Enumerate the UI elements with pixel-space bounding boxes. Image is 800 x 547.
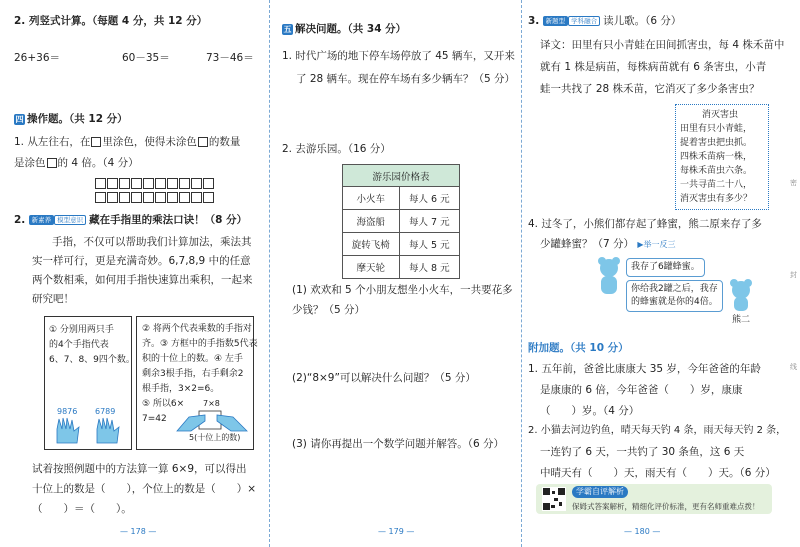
speech-bubble: 你给我2罐之后，我存 的蜂蜜就是你的4倍。 [626, 280, 723, 312]
square-icon [91, 137, 101, 147]
q3-para: 蛙一共找了 28 株禾苗，它消灭了多少条害虫？ [540, 83, 760, 95]
extra2-text: 2. 小猫去河边钓鱼，晴天每天钓 4 条，雨天每天钓 2 条， [528, 425, 787, 436]
seal-line-char: 密 [790, 179, 797, 187]
seal-line-char: 线 [790, 363, 797, 371]
page-179 [270, 0, 522, 547]
q3-para: 译文：田里有只小青蛙在田间抓害虫，每 4 株禾苗中 [540, 39, 785, 51]
extra1-text: （ ）岁。（4 分） [540, 405, 640, 417]
op2-heading: 2. 新素养 模型意识 藏在手指里的乘法口诀！（8 分） [14, 214, 248, 226]
square-icon [198, 137, 208, 147]
q2-1-text: 少钱？（5 分） [292, 304, 366, 316]
qr-code-icon [542, 487, 566, 511]
calc-item: 26+36＝ [14, 52, 61, 64]
bear-icon [728, 278, 754, 312]
q2-title: 2. 去游乐园。（16 分） [282, 143, 391, 155]
bear-name: 熊二 [732, 315, 751, 325]
section-heading [14, 112, 128, 126]
table-row: 旋转飞椅 每人 5 元 [343, 233, 460, 256]
table-caption: 游乐园价格表 [343, 165, 460, 187]
step1-box: ① 分别用两只手 的4个手指代表 6、7、8、9四个数。 9876 6789 [44, 316, 132, 450]
hands-icon [53, 417, 127, 445]
seal-line-char: 封 [790, 271, 797, 279]
op2-para: 研究吧！ [32, 293, 74, 305]
extra1-text: 是康康的 6 倍，今年爸爸（ ）岁，康康 [540, 384, 743, 396]
try-para: 十位上的数是（ ），个位上的数是（ ）× [32, 483, 257, 495]
q1-text: 了 28 辆车。现在停车场有多少辆车？（5 分） [296, 73, 516, 85]
learn-more-link[interactable]: ▶举一反三 [637, 240, 676, 249]
cross-subject-tag: 学科融合 [568, 16, 600, 26]
promo-banner[interactable] [536, 484, 772, 514]
q3-heading: 3. 新题型 学科融合 读儿歌。（6 分） [528, 15, 682, 27]
page-180 [522, 0, 800, 547]
table-row: 海盗船 每人 7 元 [343, 210, 460, 233]
extra2-text: 一连钓了 6 天，一共钓了 30 条鱼，这 6 天 [540, 446, 745, 458]
section-number-badge: 四 [15, 114, 24, 124]
promo-title: 学霸自评解析 [572, 486, 628, 498]
new-literacy-tag: 新素养 [29, 215, 55, 225]
q2-2-text: (2)“8×9”可以解决什么问题？（5 分） [292, 372, 476, 384]
q2-1-text: (1) 欢欢和 5 个小朋友想坐小火车，一共要花多 [292, 284, 513, 296]
try-para: 试着按照例题中的方法算一算 6×9，可以得出 [32, 463, 247, 475]
page-number: — 180 — [624, 527, 661, 536]
tens-digit-label: 5(十位上的数) [189, 433, 241, 442]
price-table [342, 164, 460, 279]
q3-para: 就有 1 株是病苗，每株病苗就有 6 条害虫，小青 [540, 61, 767, 73]
model-tag: 模型意识 [54, 215, 86, 225]
section-title: 操作题。（共 12 分） [27, 113, 128, 125]
calc-item: 73－46＝ [206, 52, 254, 64]
op1-line2: 是涂色 的 4 倍。（4 分） [14, 157, 139, 169]
step2-box: ② 将两个代表乘数的手指对 齐。③ 方框中的手指数5代表 积的十位上的数。④ 左手 剩余3根手指，右手剩余2 根手指，3×2=6。 ⑤ 所以6× 7=42 7×8 5(十位上的数) [136, 316, 254, 450]
page-178 [0, 0, 270, 547]
calc-question-title: 2. 列竖式计算。（每题 4 分，共 12 分） [14, 15, 208, 27]
section-number-badge: 五 [283, 24, 292, 34]
promo-text: 保姆式答案解析，精细化评价标准，更有名师重难点拨！ [572, 502, 760, 511]
section-heading: 五 解决问题。（共 34 分） [283, 23, 407, 35]
extra2-text: 中晴天有（ ）天，雨天有（ ）天。（6 分） [540, 467, 776, 479]
op2-para: 手指，不仅可以帮助我们计算加法，乘法其 [52, 236, 252, 248]
op1-line1: 1. 从左往右，在 里涂色，使得未涂色 的数量 [14, 136, 241, 148]
coloring-squares-row1[interactable] [95, 178, 215, 190]
op2-para: 实一样可行，更是充满奇妙。6,7,8,9 中的任意 [32, 255, 251, 267]
op2-para: 两个数相乘，如何用手指快速算出乘积，一起来 [32, 274, 253, 286]
coloring-squares-row2[interactable] [95, 192, 215, 204]
times-label: 7×8 [203, 399, 220, 408]
extra-section-title: 附加题。（共 10 分） [528, 342, 629, 354]
table-row: 小火车 每人 6 元 [343, 187, 460, 210]
calc-item: 60－35＝ [122, 52, 170, 64]
finger-numbers-left: 9876 [57, 407, 78, 416]
bear-icon [596, 256, 622, 296]
q4-text: 4. 过冬了，小熊们都存起了蜂蜜，熊二原来存了多 [528, 218, 762, 230]
try-para: （ ）＝（ ）。 [32, 503, 132, 515]
page-number: — 179 — [378, 527, 415, 536]
q1-text: 1. 时代广场的地下停车场停放了 45 辆车，又开来 [282, 50, 515, 62]
q2-3-text: (3) 请你再提出一个数学问题并解答。（6 分） [292, 438, 504, 450]
q4-text: 少罐蜂蜜？（7 分） ▶举一反三 [540, 238, 676, 250]
extra1-text: 1. 五年前，爸爸比康康大 35 岁，今年爸爸的年龄 [528, 363, 761, 375]
speech-bubble: 我存了6罐蜂蜜。 [626, 258, 705, 277]
poem-box: 消灭害虫 田里有只小青蛙， 捉着害虫把虫抓。 四株禾苗病一株， 每株禾苗虫六条。 一共寻苗二十八， 消灭害虫有多少？ [675, 104, 769, 210]
page-number: — 178 — [120, 527, 157, 536]
finger-numbers-right: 6789 [95, 407, 116, 416]
table-row: 摩天轮 每人 8 元 [343, 256, 460, 279]
square-icon [47, 158, 57, 168]
new-type-tag: 新题型 [543, 16, 569, 26]
